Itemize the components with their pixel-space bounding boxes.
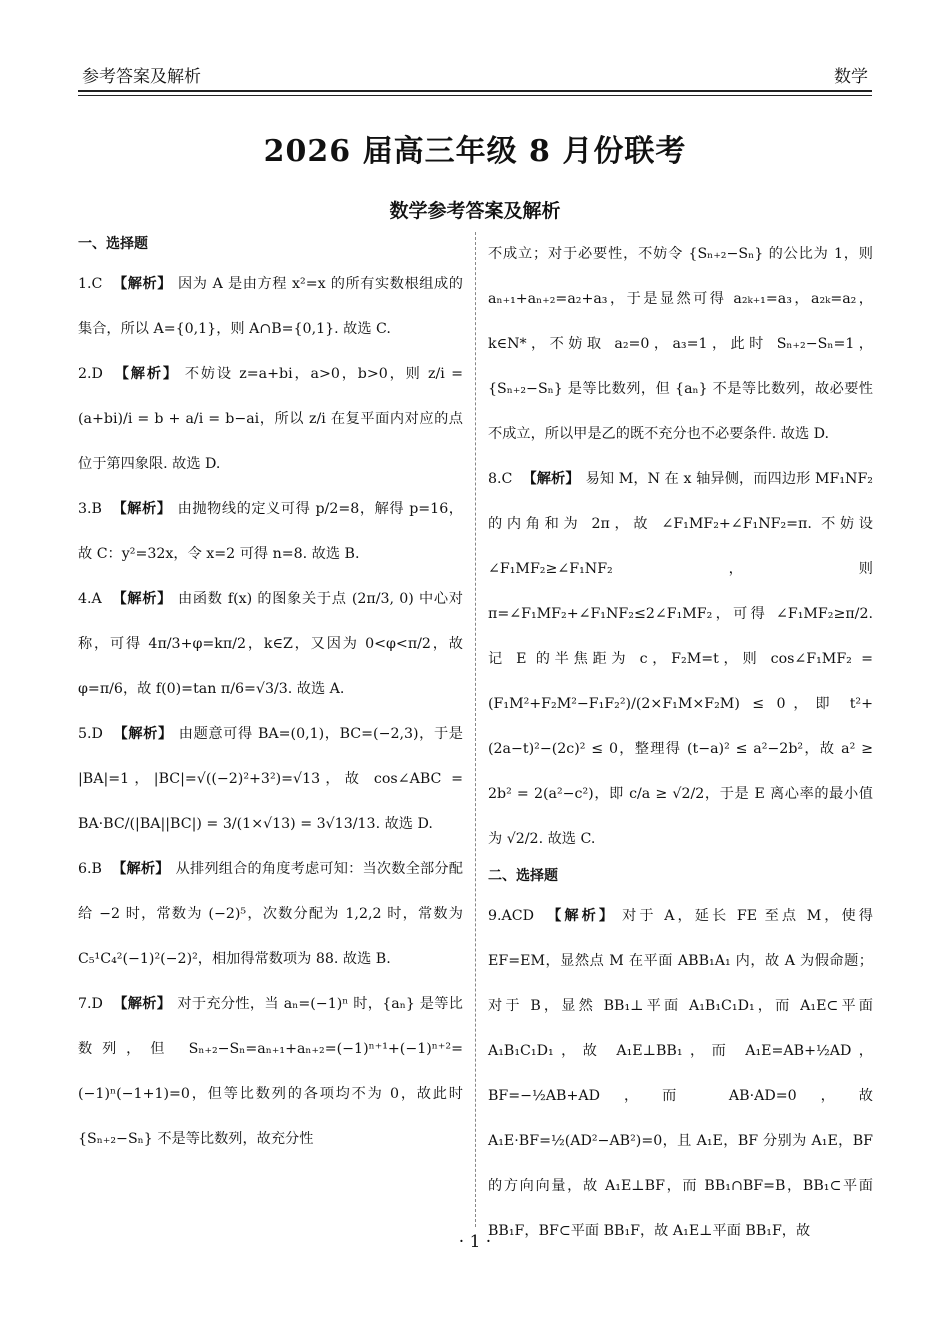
- column-divider: [475, 232, 476, 1227]
- analysis-tag: 【解析】: [522, 471, 580, 487]
- left-column: [78, 232, 463, 1162]
- question-list: [78, 262, 463, 1162]
- header-right: 数学: [834, 67, 868, 87]
- question-list: [488, 232, 873, 862]
- analysis-tag: 【解析】: [112, 996, 172, 1012]
- question-number: 6.B: [78, 861, 102, 877]
- page-title: 2026 届高三年级 8 月份联考: [263, 134, 687, 169]
- answer-text: 对于 A，延长 FE 至点 M，使得 EF=EM，显然点 M 在平面 ABB₁A₁ 内，故 A 为假命题；对于 B，显然 BB₁⊥平面 A₁B₁C₁D₁，而 A₁E⊂平面 A₁B₁C₁D₁，故 A₁E⊥BB₁，而 A₁E=AB+½AD，BF=−½AB+AD，而 AB·AD=0，故 A₁E·BF=½(AD²−AB²)=0，且 A₁E，BF 分别为 A₁E，BF 的方向向量，故 A₁E⊥BF，而 BB₁∩BF=B，BB₁⊂平面 BB₁F，BF⊂平面 BB₁F，故 A₁E⊥平面 BB₁F，故: [488, 908, 873, 1239]
- answer-item: [488, 232, 873, 457]
- answer-text: 因为 A 是由方程 x²=x 的所有实数根组成的集合，所以 A={0,1}，则 A∩B={0,1}. 故选 C.: [78, 276, 463, 337]
- answer-item: [78, 847, 463, 982]
- answer-text: 对于充分性，当 aₙ=(−1)ⁿ 时，{aₙ} 是等比数列，但 Sₙ₊₂−Sₙ=aₙ₊₁+aₙ₊₂=(−1)ⁿ⁺¹+(−1)ⁿ⁺²=(−1)ⁿ(−1+1)=0，但等比数列的各项均不为 0，故此时 {Sₙ₊₂−Sₙ} 不是等比数列，故充分性: [78, 996, 463, 1147]
- analysis-tag: 【解析】: [112, 276, 173, 292]
- answer-item: [78, 352, 463, 487]
- answer-item: [78, 487, 463, 577]
- question-number: 5.D: [78, 726, 103, 742]
- question-number: 8.C: [488, 471, 513, 487]
- answer-text: 由题意可得 BA=(0,1)，BC=(−2,3)，于是 |BA|=1，|BC|=√((−2)²+3²)=√13，故 cos∠ABC = BA·BC/(|BA||BC|) = 3/(1×√13) = 3√13/13. 故选 D.: [78, 726, 463, 832]
- question-number: 2.D: [78, 366, 103, 382]
- answer-text: 从排列组合的角度考虑可知：当次数全部分配给 −2 时，常数为 (−2)⁵，次数分配为 1,2,2 时，常数为 C₅¹C₄²(−1)²(−2)²，相加得常数项为 88. 故选 B.: [78, 861, 463, 967]
- header-left: 参考答案及解析: [82, 67, 201, 87]
- answer-item: [488, 894, 873, 1254]
- answer-item: [78, 262, 463, 352]
- question-number: 4.A: [78, 591, 102, 607]
- analysis-tag: 【解析】: [111, 861, 170, 877]
- page-subtitle: 数学参考答案及解析: [389, 200, 561, 222]
- answer-item: [78, 982, 463, 1162]
- page-header: [78, 58, 872, 88]
- analysis-tag: 【解析】: [111, 501, 172, 517]
- section-heading: 一、选择题: [78, 236, 148, 252]
- header-rule-thin: [78, 95, 872, 96]
- answer-text: 不妨设 z=a+bi，a>0，b>0，则 z/i = (a+bi)/i = b + a/i = b−ai，所以 z/i 在复平面内对应的点位于第四象限. 故选 D.: [78, 366, 463, 472]
- answer-text: 由函数 f(x) 的图象关于点 (2π/3, 0) 中心对称，可得 4π/3+φ=kπ/2，k∈Z，又因为 0<φ<π/2，故 φ=π/6，故 f(0)=tan π/6=√3/3. 故选 A.: [78, 591, 463, 697]
- analysis-tag: 【解析】: [112, 366, 179, 382]
- analysis-tag: 【解析】: [544, 908, 617, 924]
- section-heading: 二、选择题: [488, 868, 558, 884]
- analysis-tag: 【解析】: [111, 591, 173, 607]
- right-column: [488, 232, 873, 1254]
- question-list: [488, 894, 873, 1254]
- page-number: · 1 ·: [458, 1232, 492, 1252]
- header-rule: [78, 90, 872, 92]
- answer-item: [78, 577, 463, 712]
- question-number: 1.C: [78, 276, 103, 292]
- analysis-tag: 【解析】: [112, 726, 173, 742]
- question-number: 7.D: [78, 996, 103, 1012]
- answer-text: 不成立；对于必要性，不妨令 {Sₙ₊₂−Sₙ} 的公比为 1，则 aₙ₊₁+aₙ₊₂=a₂+a₃，于是显然可得 a₂ₖ₊₁=a₃，a₂ₖ=a₂，k∈N*，不妨取 a₂=0，a₃=1，此时 Sₙ₊₂−Sₙ=1，{Sₙ₊₂−Sₙ} 是等比数列，但 {aₙ} 不是等比数列，故必要性不成立，所以甲是乙的既不充分也不必要条件. 故选 D.: [488, 246, 873, 442]
- question-number: 3.B: [78, 501, 102, 517]
- answer-text: 由抛物线的定义可得 p/2=8，解得 p=16，故 C：y²=32x，令 x=2 可得 n=8. 故选 B.: [78, 501, 463, 562]
- answer-text: 易知 M，N 在 x 轴异侧，而四边形 MF₁NF₂ 的内角和为 2π，故 ∠F₁MF₂+∠F₁NF₂=π. 不妨设 ∠F₁MF₂≥∠F₁NF₂，则 π=∠F₁MF₂+∠F₁NF₂≤2∠F₁MF₂，可得 ∠F₁MF₂≥π/2. 记 E 的半焦距为 c，F₂M=t，则 cos∠F₁MF₂ = (F₁M²+F₂M²−F₁F₂²)/(2×F₁M×F₂M) ≤ 0，即 t²+(2a−t)²−(2c)² ≤ 0，整理得 (t−a)² ≤ a²−2b²，故 a² ≥ 2b² = 2(a²−c²)，即 c/a ≥ √2/2，于是 E 离心率的最小值为 √2/2. 故选 C.: [488, 471, 873, 847]
- answer-item: [78, 712, 463, 847]
- answer-item: [488, 457, 873, 862]
- question-number: 9.ACD: [488, 908, 535, 924]
